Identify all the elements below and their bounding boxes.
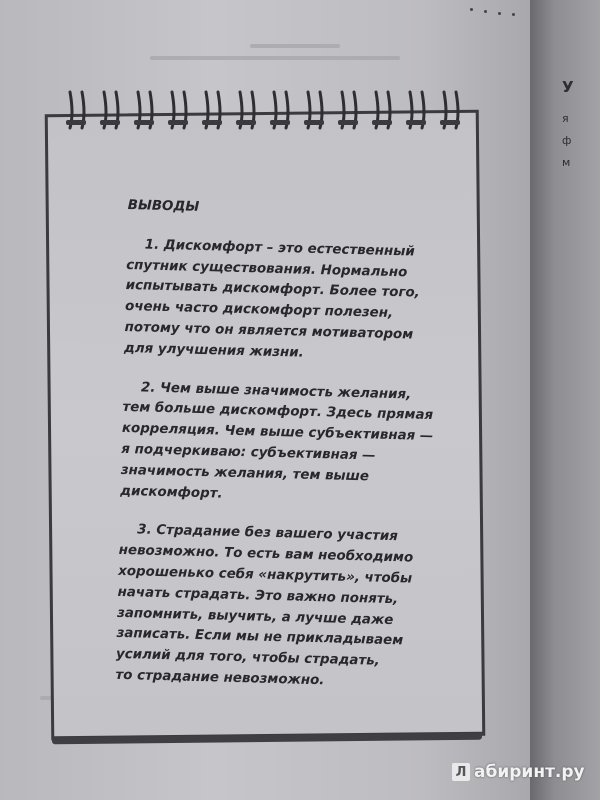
labirint-logo-icon: Л — [452, 763, 470, 781]
conclusion-paragraph: 3. Страдание без вашего участия невозможно. То есть вам необходимо хорошенько себя «накрутить», чтобы начать страдать. Это важно понять, запомнить, выучить, а лучше даже записать. Если мы не прикладываем усилий для того, чтобы страдать, то страдание невозможно. — [115, 522, 414, 689]
adjacent-page-letter: ф — [562, 134, 572, 147]
bleed-through-line — [150, 56, 400, 60]
adjacent-page-letter: У — [562, 78, 574, 96]
bleed-through-line — [250, 44, 340, 48]
page-dot — [484, 10, 487, 13]
adjacent-page-letter: я — [562, 112, 569, 125]
spiral-binding-icon — [60, 84, 480, 132]
labirint-watermark — [452, 762, 585, 782]
adjacent-page-letter: м — [562, 156, 571, 169]
page-dot — [512, 13, 515, 16]
page-dot — [470, 8, 473, 11]
page-dot — [498, 12, 501, 15]
notebook-content — [115, 196, 468, 713]
section-heading: ВЫВОДЫ — [127, 197, 200, 215]
watermark-text: абиринт.ру — [474, 762, 585, 782]
conclusion-paragraph: 2. Чем выше значимость желания, тем больше дискомфорт. Здесь прямая корреляция. Чем выше субъективная — я подчеркиваю: субъективная — значимость желания, тем выше дискомфорт. — [120, 379, 434, 502]
conclusion-paragraph: 1. Дискомфорт – это естественный спутник существования. Нормально испытывать дискомфорт. Более того, очень часто дискомфорт полезен, потому что он является мотиватором для улучшения жизни. — [123, 237, 420, 361]
